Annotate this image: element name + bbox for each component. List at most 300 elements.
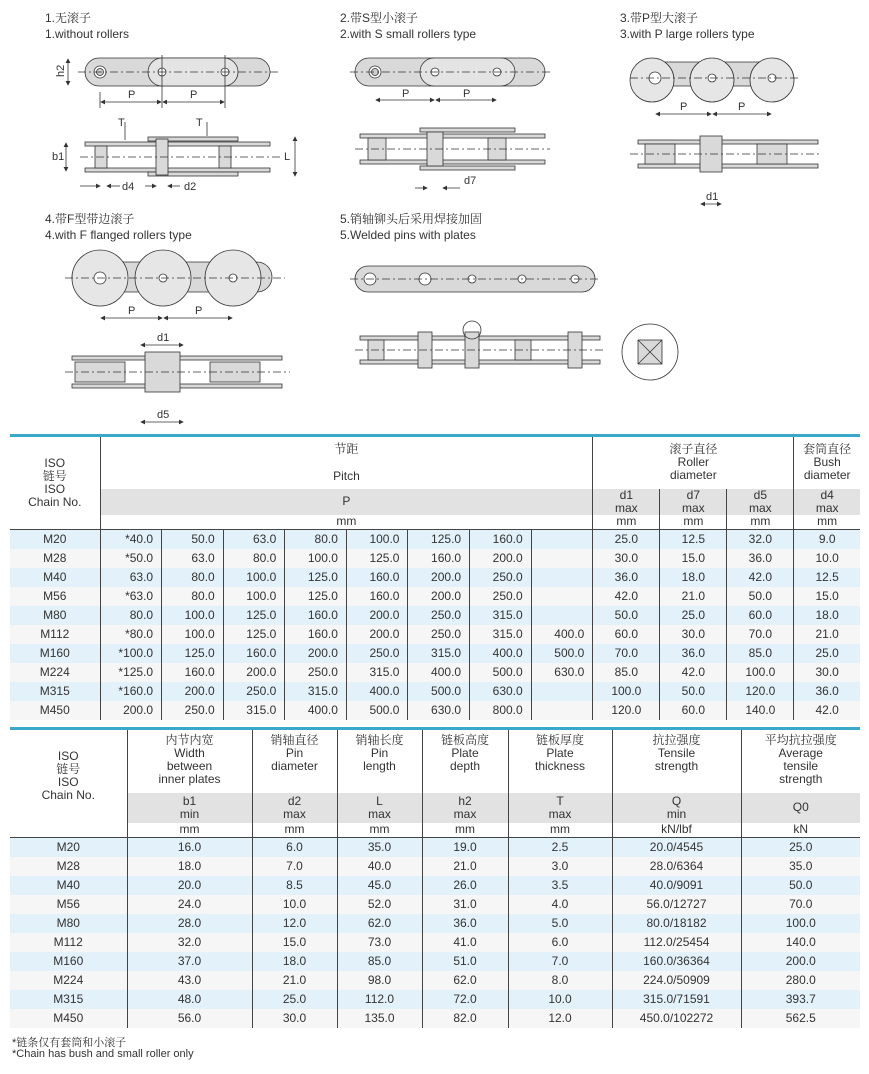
symbol-cell: [422, 793, 508, 823]
value-cell: 10.0: [794, 549, 860, 568]
table-row: [10, 857, 860, 876]
value-cell: 18.0: [660, 568, 727, 587]
value-cell: 73.0: [337, 933, 422, 952]
units-row: [10, 823, 860, 838]
value-cell: 800.0: [470, 701, 532, 720]
value-cell: 30.0: [593, 549, 660, 568]
value-cell: 50.0: [741, 876, 860, 895]
unit-cell: mm: [593, 515, 660, 530]
header-text-line: Plate: [451, 746, 479, 760]
value-cell: 6.0: [252, 838, 337, 857]
label-t: T: [196, 117, 203, 129]
unit-cell: mm: [660, 515, 727, 530]
value-cell: 31.0: [422, 895, 508, 914]
table-row: [10, 838, 860, 857]
value-cell: 200.0: [741, 952, 860, 971]
column-header: [252, 729, 337, 793]
value-cell: 15.0: [794, 587, 860, 606]
table-row: [10, 682, 860, 701]
symbol: b1: [182, 793, 197, 808]
table-row: [10, 568, 860, 587]
limit: max: [368, 806, 391, 821]
header-text-line: diameter: [803, 468, 851, 483]
value-cell: 85.0: [337, 952, 422, 971]
value-cell: 80.0: [100, 606, 162, 625]
limit: min: [179, 806, 200, 821]
limit: max: [614, 500, 638, 515]
chain-no-cell: M315: [10, 682, 100, 701]
table-row: [10, 530, 860, 549]
label-p: P: [738, 101, 746, 113]
value-cell: [531, 701, 593, 720]
chain-no-cell: M80: [10, 606, 100, 625]
value-cell: 250.0: [223, 682, 285, 701]
unit-cell: kN: [741, 823, 860, 838]
value-cell: 500.0: [531, 644, 593, 663]
value-cell: 42.0: [727, 568, 794, 587]
drawing1-title-cn: 1.无滚子: [45, 11, 92, 25]
header-text-line: diameter: [271, 759, 318, 773]
table-row: [10, 876, 860, 895]
chain-no-cell: M450: [10, 1009, 127, 1028]
value-cell: 25.0: [252, 990, 337, 1009]
value-cell: 135.0: [337, 1009, 422, 1028]
value-cell: 12.5: [660, 530, 727, 549]
header-row: [10, 436, 860, 489]
value-cell: 160.0: [470, 530, 532, 549]
symbol-row: [10, 489, 860, 515]
column-header: [741, 729, 860, 793]
table-row: [10, 971, 860, 990]
header-cn: 销轴长度: [355, 733, 404, 747]
pitch-roller-table: [10, 434, 860, 720]
label-p: P: [463, 88, 471, 100]
header-text-line: 链号: [42, 469, 67, 483]
value-cell: 36.0: [660, 644, 727, 663]
value-cell: 315.0: [346, 663, 408, 682]
chain-no-cell: M160: [10, 952, 127, 971]
label-t: T: [118, 117, 125, 129]
value-cell: 250.0: [346, 644, 408, 663]
table-row: [10, 933, 860, 952]
value-cell: 9.0: [794, 530, 860, 549]
value-cell: 450.0/102272: [612, 1009, 741, 1028]
value-cell: 630.0: [470, 682, 532, 701]
symbol: h2: [458, 793, 472, 808]
table-row: [10, 701, 860, 720]
label-p: P: [680, 101, 688, 113]
value-cell: 82.0: [422, 1009, 508, 1028]
table-row: [10, 914, 860, 933]
value-cell: 42.0: [593, 587, 660, 606]
value-cell: 85.0: [727, 644, 794, 663]
header-text-line: 链号: [56, 762, 81, 777]
header-text-line: depth: [449, 759, 481, 773]
value-cell: 160.0/36364: [612, 952, 741, 971]
table-row: [10, 990, 860, 1009]
value-cell: 315.0: [285, 682, 347, 701]
value-cell: 160.0: [408, 549, 470, 568]
drawing-without-rollers: [66, 55, 295, 186]
value-cell: 42.0: [660, 663, 727, 682]
roller-cn: 滚子直径: [669, 442, 718, 457]
value-cell: 63.0: [223, 530, 285, 549]
header-text-line: inner plates: [158, 772, 221, 786]
unit-cell: mm: [422, 823, 508, 838]
bush-diameter-header: [794, 436, 860, 489]
header-text-line: ISO: [57, 775, 79, 790]
value-cell: 15.0: [252, 933, 337, 952]
value-cell: 315.0: [223, 701, 285, 720]
value-cell: 250.0: [470, 568, 532, 587]
drawing3-title-cn: 3.带P型大滚子: [620, 11, 699, 25]
value-cell: 35.0: [741, 857, 860, 876]
symbol-cell: [593, 489, 660, 515]
chain-no-cell: M40: [10, 876, 127, 895]
value-cell: 12.0: [508, 1009, 612, 1028]
footnote-en: *Chain has bush and small roller only: [12, 1048, 194, 1060]
value-cell: 200.0: [223, 663, 285, 682]
value-cell: 112.0: [337, 990, 422, 1009]
value-cell: 250.0: [408, 606, 470, 625]
label-d1: d1: [706, 191, 719, 203]
units-row: [10, 515, 860, 530]
value-cell: 45.0: [337, 876, 422, 895]
chain-no-cell: M315: [10, 990, 127, 1009]
value-cell: 200.0: [346, 625, 408, 644]
value-cell: 125.0: [223, 606, 285, 625]
limit: max: [749, 500, 772, 515]
value-cell: 40.0: [337, 857, 422, 876]
symbol: d1: [619, 487, 633, 502]
value-cell: 200.0: [408, 587, 470, 606]
value-cell: 562.5: [741, 1009, 860, 1028]
value-cell: 30.0: [660, 625, 727, 644]
chain-drawings: [0, 0, 869, 430]
chain-no-cell: M224: [10, 971, 127, 990]
chain-no-cell: M80: [10, 914, 127, 933]
value-cell: 500.0: [346, 701, 408, 720]
label-d4: d4: [122, 181, 135, 193]
value-cell: 72.0: [422, 990, 508, 1009]
value-cell: 200.0: [285, 644, 347, 663]
chain-no-cell: M450: [10, 701, 100, 720]
value-cell: 125.0: [408, 530, 470, 549]
limit: max: [453, 806, 477, 821]
value-cell: 250.0: [285, 663, 347, 682]
value-cell: 25.0: [794, 644, 860, 663]
column-header: [127, 729, 252, 793]
roller-diameter-header: [593, 436, 794, 489]
value-cell: 315.0/71591: [612, 990, 741, 1009]
value-cell: 19.0: [422, 838, 508, 857]
value-cell: 120.0: [727, 682, 794, 701]
header-text-line: Pin: [285, 746, 304, 760]
header-text-line: Average: [778, 746, 823, 760]
drawing3-title-en: 3.with P large rollers type: [620, 27, 755, 41]
table-row: [10, 606, 860, 625]
header-cn: 抗拉强度: [652, 733, 701, 747]
value-cell: 85.0: [593, 663, 660, 682]
header-text-line: strength: [654, 759, 699, 773]
header-text-line: Width: [174, 746, 205, 760]
label-p: P: [195, 305, 203, 317]
footnote-cn: *链条仅有套筒和小滚子: [12, 1037, 127, 1049]
value-cell: 60.0: [593, 625, 660, 644]
drawing4-title-cn: 4.带F型带边滚子: [45, 212, 135, 226]
value-cell: 400.0: [408, 663, 470, 682]
value-cell: 41.0: [422, 933, 508, 952]
value-cell: 8.5: [252, 876, 337, 895]
bush-cn: 套筒直径: [803, 442, 852, 457]
value-cell: 28.0/6364: [612, 857, 741, 876]
value-cell: 20.0/4545: [612, 838, 741, 857]
value-cell: 80.0: [162, 568, 224, 587]
table-row: [10, 663, 860, 682]
value-cell: [531, 587, 593, 606]
unit-cell: mm: [508, 823, 612, 838]
header-text-line: tensile: [783, 759, 819, 773]
value-cell: 63.0: [162, 549, 224, 568]
header-cn: 链板厚度: [535, 733, 584, 747]
value-cell: 12.5: [794, 568, 860, 587]
value-cell: 50.0: [593, 606, 660, 625]
value-cell: 7.0: [252, 857, 337, 876]
value-cell: 250.0: [408, 625, 470, 644]
header-text-line: diameter: [670, 468, 717, 483]
value-cell: 30.0: [794, 663, 860, 682]
header-text-line: thickness: [534, 759, 586, 773]
value-cell: 100.0: [162, 606, 224, 625]
value-cell: *80.0: [100, 625, 162, 644]
symbol: L: [376, 793, 383, 808]
value-cell: [531, 549, 593, 568]
value-cell: 4.0: [508, 895, 612, 914]
value-cell: 80.0: [162, 587, 224, 606]
value-cell: 10.0: [252, 895, 337, 914]
pitch-en: Pitch: [333, 468, 360, 483]
value-cell: 43.0: [127, 971, 252, 990]
value-cell: 35.0: [337, 838, 422, 857]
symbol: T: [556, 793, 564, 808]
table-row: [10, 625, 860, 644]
value-cell: 98.0: [337, 971, 422, 990]
symbol-cell: [337, 793, 422, 823]
value-cell: 393.7: [741, 990, 860, 1009]
limit: max: [548, 806, 572, 821]
symbol-cell: [794, 489, 860, 515]
value-cell: 630.0: [531, 663, 593, 682]
value-cell: 18.0: [252, 952, 337, 971]
value-cell: 200.0: [162, 682, 224, 701]
value-cell: 630.0: [408, 701, 470, 720]
unit-cell: mm: [727, 515, 794, 530]
value-cell: 3.5: [508, 876, 612, 895]
value-cell: 80.0: [285, 530, 347, 549]
value-cell: 160.0: [285, 625, 347, 644]
value-cell: 160.0: [285, 606, 347, 625]
value-cell: [531, 682, 593, 701]
drawing1-title-en: 1.without rollers: [45, 27, 130, 41]
value-cell: 250.0: [470, 587, 532, 606]
pitch-unit: mm: [100, 515, 593, 530]
header-cn: 内节内宽: [165, 733, 214, 747]
value-cell: 56.0: [127, 1009, 252, 1028]
chain-no-cell: M56: [10, 895, 127, 914]
value-cell: *40.0: [100, 530, 162, 549]
value-cell: 160.0: [223, 644, 285, 663]
value-cell: 200.0: [408, 568, 470, 587]
value-cell: 70.0: [741, 895, 860, 914]
label-p: P: [128, 305, 136, 317]
value-cell: 36.0: [794, 682, 860, 701]
dimensions-strength-table: [10, 727, 860, 1028]
header-text-line: Bush: [813, 455, 841, 470]
table-row: [10, 644, 860, 663]
drawing2-title-cn: 2.带S型小滚子: [340, 11, 419, 25]
value-cell: 36.0: [727, 549, 794, 568]
drawing4-title-en: 4.with F flanged rollers type: [45, 228, 192, 242]
limit: min: [666, 806, 687, 821]
table-row: [10, 587, 860, 606]
value-cell: 80.0/18182: [612, 914, 741, 933]
column-header: [508, 729, 612, 793]
value-cell: *50.0: [100, 549, 162, 568]
blank-cell: [10, 823, 127, 838]
header-cn: 销轴直径: [270, 733, 319, 747]
chain-no-cell: M224: [10, 663, 100, 682]
value-cell: 500.0: [470, 663, 532, 682]
chain-no-cell: M28: [10, 857, 127, 876]
value-cell: 160.0: [162, 663, 224, 682]
value-cell: 160.0: [346, 568, 408, 587]
unit-cell: mm: [794, 515, 860, 530]
header-cn: 平均抗拉强度: [764, 733, 837, 747]
value-cell: 50.0: [162, 530, 224, 549]
pitch-symbol: P: [100, 489, 593, 515]
label-l: L: [284, 151, 291, 163]
value-cell: 62.0: [422, 971, 508, 990]
value-cell: 52.0: [337, 895, 422, 914]
chain-no-cell: M56: [10, 587, 100, 606]
unit-cell: mm: [337, 823, 422, 838]
limit: max: [283, 806, 306, 821]
value-cell: 200.0: [346, 606, 408, 625]
value-cell: 250.0: [162, 701, 224, 720]
header-text-line: Pin: [370, 746, 389, 760]
value-cell: 18.0: [794, 606, 860, 625]
iso-chain-no-header: [10, 436, 100, 530]
header-text-line: between: [166, 759, 213, 773]
unit-cell: mm: [252, 823, 337, 838]
header-text-line: Chain No.: [41, 788, 95, 803]
symbol: d4: [820, 487, 834, 502]
header-text-line: length: [363, 759, 396, 773]
value-cell: 8.0: [508, 971, 612, 990]
value-cell: 100.0: [346, 530, 408, 549]
value-cell: 125.0: [285, 587, 347, 606]
header-text-line: ISO: [44, 482, 66, 496]
value-cell: 100.0: [727, 663, 794, 682]
chain-no-cell: M112: [10, 933, 127, 952]
symbol-cell: [727, 489, 794, 515]
value-cell: 120.0: [593, 701, 660, 720]
value-cell: 26.0: [422, 876, 508, 895]
iso-chain-no-header: [10, 729, 127, 823]
value-cell: 37.0: [127, 952, 252, 971]
value-cell: 10.0: [508, 990, 612, 1009]
value-cell: 50.0: [660, 682, 727, 701]
symbol: Q0: [792, 800, 809, 814]
label-p: P: [190, 89, 198, 101]
label-b1: b1: [52, 151, 65, 163]
header-text-line: Plate: [546, 746, 574, 760]
header-text-line: ISO: [44, 456, 66, 470]
limit: max: [815, 500, 839, 515]
value-cell: 21.0: [252, 971, 337, 990]
value-cell: 32.0: [727, 530, 794, 549]
symbol: d7: [686, 487, 700, 502]
value-cell: *125.0: [100, 663, 162, 682]
value-cell: 62.0: [337, 914, 422, 933]
header-text-line: Chain No.: [28, 495, 82, 509]
value-cell: 100.0: [223, 568, 285, 587]
value-cell: 25.0: [741, 838, 860, 857]
chain-no-cell: M112: [10, 625, 100, 644]
value-cell: 56.0/12727: [612, 895, 741, 914]
symbol-cell: [127, 793, 252, 823]
symbol-cell: [660, 489, 727, 515]
value-cell: 24.0: [127, 895, 252, 914]
symbol: Q: [671, 793, 682, 808]
drawing-f-flanged-rollers: [65, 250, 290, 422]
header-text-line: Tensile: [657, 746, 696, 760]
drawing5-title-en: 5.Welded pins with plates: [340, 228, 476, 242]
value-cell: 100.0: [741, 914, 860, 933]
value-cell: 70.0: [593, 644, 660, 663]
limit: max: [681, 500, 705, 515]
table-row: [10, 549, 860, 568]
value-cell: 3.0: [508, 857, 612, 876]
header-text-line: ISO: [57, 749, 79, 764]
value-cell: 140.0: [741, 933, 860, 952]
value-cell: 400.0: [531, 625, 593, 644]
value-cell: 5.0: [508, 914, 612, 933]
drawing5-title-cn: 5.销轴铆头后采用焊接加固: [340, 212, 483, 226]
chain-no-cell: M160: [10, 644, 100, 663]
value-cell: [531, 568, 593, 587]
value-cell: 125.0: [285, 568, 347, 587]
value-cell: 112.0/25454: [612, 933, 741, 952]
value-cell: 21.0: [794, 625, 860, 644]
header-row: [10, 729, 860, 793]
column-header: [422, 729, 508, 793]
value-cell: 50.0: [727, 587, 794, 606]
symbol: d2: [287, 793, 302, 808]
value-cell: 2.5: [508, 838, 612, 857]
value-cell: 28.0: [127, 914, 252, 933]
value-cell: [531, 530, 593, 549]
drawing-p-large-rollers: [630, 58, 820, 204]
value-cell: 51.0: [422, 952, 508, 971]
value-cell: 400.0: [285, 701, 347, 720]
drawing-welded-pins: [350, 266, 678, 380]
value-cell: 315.0: [470, 606, 532, 625]
chain-no-cell: M28: [10, 549, 100, 568]
value-cell: 42.0: [794, 701, 860, 720]
symbol-cell: [741, 793, 860, 823]
value-cell: 21.0: [422, 857, 508, 876]
